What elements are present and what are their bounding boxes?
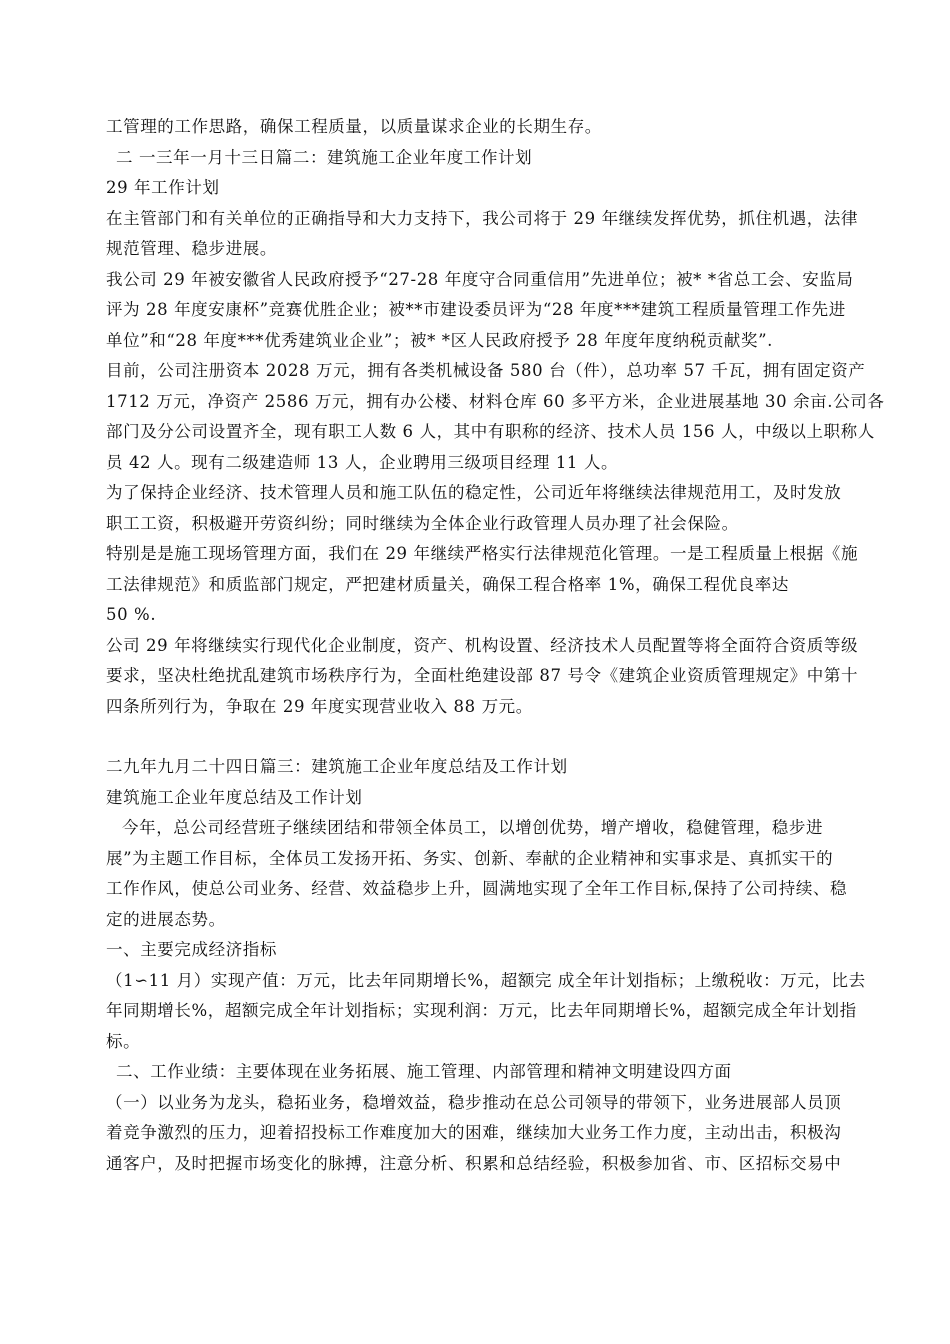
text-line: 特别是是施工现场管理方面，我们在 29 年继续严格实行法律规范化管理。一是工程质量上根据《施 [106, 544, 859, 563]
paragraph-summary-intro [106, 813, 850, 935]
paragraph-site-management [106, 539, 859, 631]
text-line: 规范管理、稳步进展。 [106, 239, 277, 258]
paragraph-honors [106, 265, 854, 357]
text-line: 一、主要完成经济指标 [106, 940, 277, 959]
text-line: 年同期增长%，超额完成全年计划指标；实现利润：万元，比去年同期增长%，超额完成全年计划指 [106, 1001, 857, 1020]
heading-economic-indicators [106, 935, 850, 966]
text-line: 工管理的工作思路，确保工程质量，以质量谋求企业的长期生存。 [106, 117, 602, 136]
text-line: 部门及分公司设置齐全，现有职工人数 6 人，其中有职称的经济、技术人员 156 人，中级以上职称人 [106, 422, 875, 441]
text-line: 着竞争激烈的压力，迎着招投标工作难度加大的困难，继续加大业务工作力度，主动出击，积极沟 [106, 1123, 842, 1142]
text-line: 四条所列行为，争取在 29 年度实现营业收入 88 万元。 [106, 696, 533, 716]
text-line: 评为 28 年度安康杯”竞赛优胜企业；被**市建设委员评为“28 年度***建筑工程质量管理工作先进 [106, 300, 846, 319]
text-line: 工法律规范》和质监部门规定，严把建材质量关，确保工程合格率 1%，确保工程优良率达 [106, 574, 790, 594]
text-line: 50 %. [106, 605, 157, 624]
text-line: 今年，总公司经营班子继续团结和带领全体员工，以增创优势，增产增收，稳健管理，稳步进 [122, 818, 824, 837]
text-line: 二、工作业绩：主要体现在业务拓展、施工管理、内部管理和精神文明建设四方面 [116, 1062, 732, 1081]
text-line: 29 年工作计划 [106, 178, 220, 197]
text-line: 要求，坚决杜绝扰乱建筑市场秩序行为，全面杜绝建设部 87 号令《建筑企业资质管理规定》中第十 [106, 666, 859, 685]
text-line: 二 一三年一月十三日篇二：建筑施工企业年度工作计划 [116, 147, 533, 167]
text-line: 定的进展态势。 [106, 909, 226, 929]
text-line: 二九年九月二十四日篇三：建筑施工企业年度总结及工作计划 [106, 757, 568, 776]
paragraph-gap [106, 722, 850, 752]
paragraph-enterprise-system [106, 631, 859, 723]
summary-title [106, 783, 850, 814]
text-line: 我公司 29 年被安徽省人民政府授予“27-28 年度守合同重信用”先进单位；被* *省总工会、安监局 [106, 269, 854, 289]
paragraph-intro-tail [106, 112, 850, 143]
section-heading-part3 [106, 752, 850, 783]
paragraph-business-expansion [106, 1088, 850, 1180]
text-line: 通客户，及时把握市场变化的脉搏，注意分析、积累和总结经验，积极参加省、市、区招标交易中 [106, 1153, 842, 1173]
text-line: 为了保持企业经济、技术管理人员和施工队伍的稳定性，公司近年将继续法律规范用工，及时发放 [106, 483, 842, 502]
plan-title [106, 173, 850, 204]
text-line: 展”为主题工作目标，全体员工发扬开拓、务实、创新、奉献的企业精神和实事求是、真抓实干的 [106, 848, 834, 868]
text-line: 标。 [106, 1031, 141, 1051]
document-body [106, 112, 885, 1179]
section-heading-part2 [106, 143, 850, 174]
text-line: 员 42 人。现有二级建造师 13 人，企业聘用三级项目经理 11 人。 [106, 452, 619, 472]
paragraph-indicators [106, 966, 866, 1058]
paragraph-guidance [106, 204, 859, 265]
text-line: 工作作风，使总公司业务、经营、效益稳步上升，圆满地实现了全年工作目标,保持了公司持续、稳 [106, 879, 848, 898]
paragraph-company-status [106, 356, 885, 478]
text-line: 公司 29 年将继续实行现代化企业制度，资产、机构设置、经济技术人员配置等将全面符合资质等级 [106, 635, 859, 655]
text-line: 单位”和“28 年度***优秀建筑业企业”；被* *区人民政府授予 28 年度年度纳税贡献奖”. [106, 330, 774, 350]
text-line: （一）以业务为龙头，稳拓业务，稳增效益，稳步推动在总公司领导的带领下，业务进展部人员顶 [106, 1092, 842, 1112]
text-line: 建筑施工企业年度总结及工作计划 [106, 787, 363, 807]
text-line: 1712 万元，净资产 2586 万元，拥有办公楼、材料仓库 60 多平方米，企业进展基地 30 余亩.公司各 [106, 391, 885, 411]
paragraph-staff-stability [106, 478, 850, 539]
text-line: 目前，公司注册资本 2028 万元，拥有各类机械设备 580 台（件），总功率 57 千瓦，拥有固定资产 [106, 361, 866, 380]
text-line: 在主管部门和有关单位的正确指导和大力支持下，我公司将于 29 年继续发挥优势，抓住机遇，法律 [106, 208, 859, 228]
heading-work-achievements [106, 1057, 850, 1088]
text-line: （1∽11 月）实现产值：万元，比去年同期增长%，超额完 成全年计划指标；上缴税收：万元，比去 [106, 970, 866, 990]
text-line: 职工工资，积极避开劳资纠纷；同时继续为全体企业行政管理人员办理了社会保险。 [106, 513, 739, 533]
